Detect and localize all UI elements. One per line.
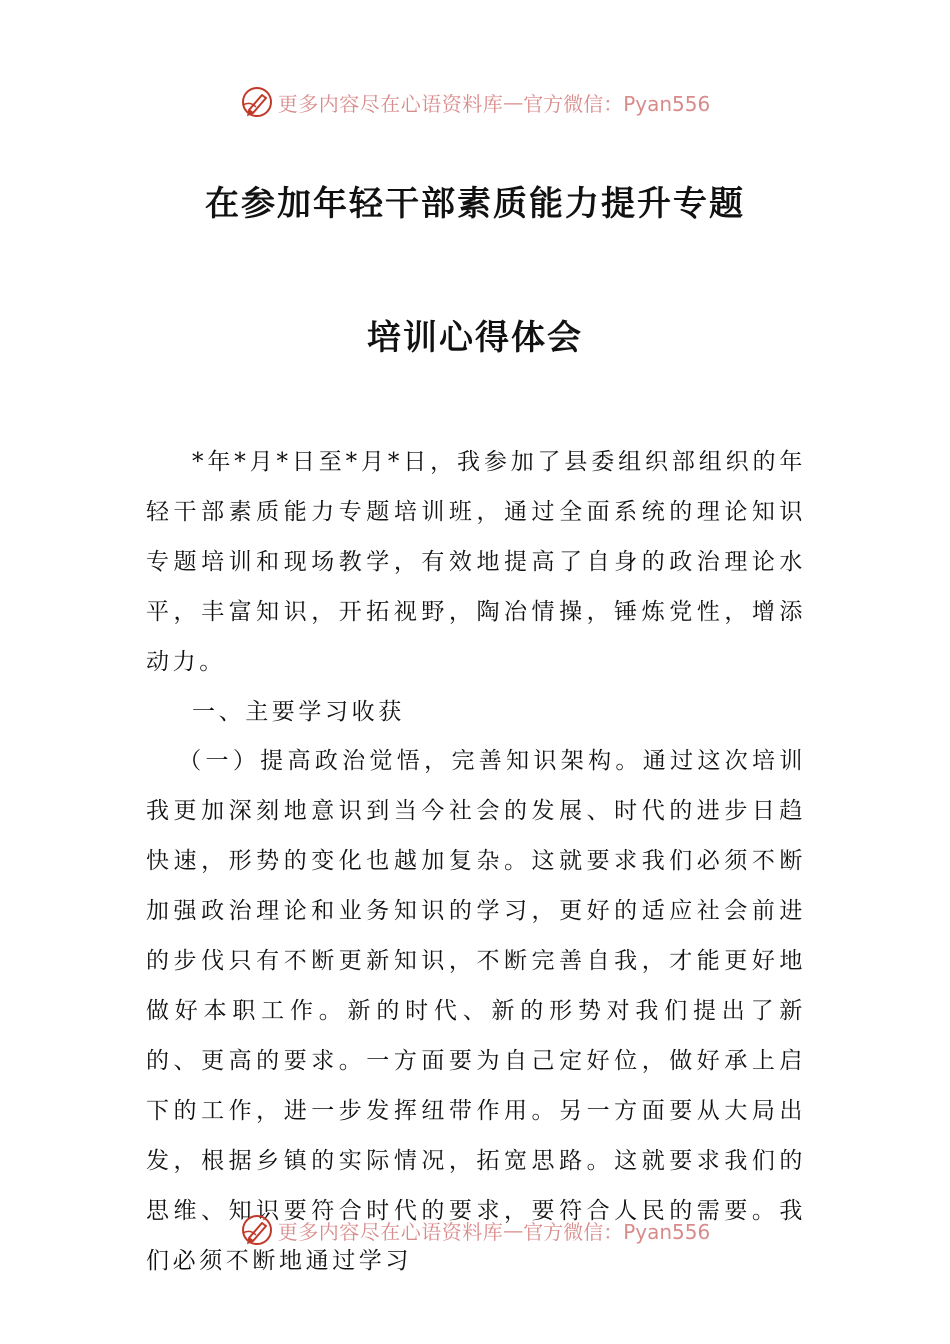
pen-logo-icon	[240, 1213, 274, 1247]
site-name-text: 更多内容尽在心语资料库	[277, 91, 504, 116]
document-title-line-2: 培训心得体会	[367, 318, 583, 358]
document-body	[146, 438, 806, 1286]
subsection-paragraph: （一）提高政治觉悟，完善知识架构。通过这次培训我更加深刻地意识到当今社会的发展、时代的进步日趋快速，形势的变化也越加复杂。这就要求我们必须不断加强政治理论和业务知识的学习，更好的适应社会前进的步伐只有不断更新知识，不断完善自我，才能更好地做好本职工作。新的时代、新的形势对我们提出了新的、更高的要求。一方面要为自己定好位，做好承上启下的工作，进一步发挥纽带作用。另一方面要从大局出发，根据乡镇的实际情况，拓宽思路。这就要求我们的思维、知识要符合时代的要求，要符合人民的需要。我们必须不断地通过学习	[146, 748, 806, 1274]
banner-separator: —	[503, 1218, 524, 1242]
site-name-text: 更多内容尽在心语资料库	[277, 1219, 504, 1244]
footer-watermark-banner	[0, 1210, 950, 1250]
section-heading: 一、主要学习收获	[192, 698, 405, 725]
intro-paragraph: *年*月*日至*月*日，我参加了县委组织部组织的年轻干部素质能力专题培训班，通过全面系统的理论知识专题培训和现场教学，有效地提高了自身的政治理论水平，丰富知识，开拓视野，陶冶情操，锤炼党性，增添动力。	[146, 449, 806, 675]
pen-logo-icon	[240, 85, 274, 119]
document-title-line-1: 在参加年轻干部素质能力提升专题	[205, 184, 745, 224]
banner-separator: —	[503, 90, 524, 114]
wechat-contact-text: 官方微信：Pyan556	[523, 1219, 711, 1244]
wechat-contact-text: 官方微信：Pyan556	[523, 91, 711, 116]
header-watermark-banner	[0, 82, 950, 122]
